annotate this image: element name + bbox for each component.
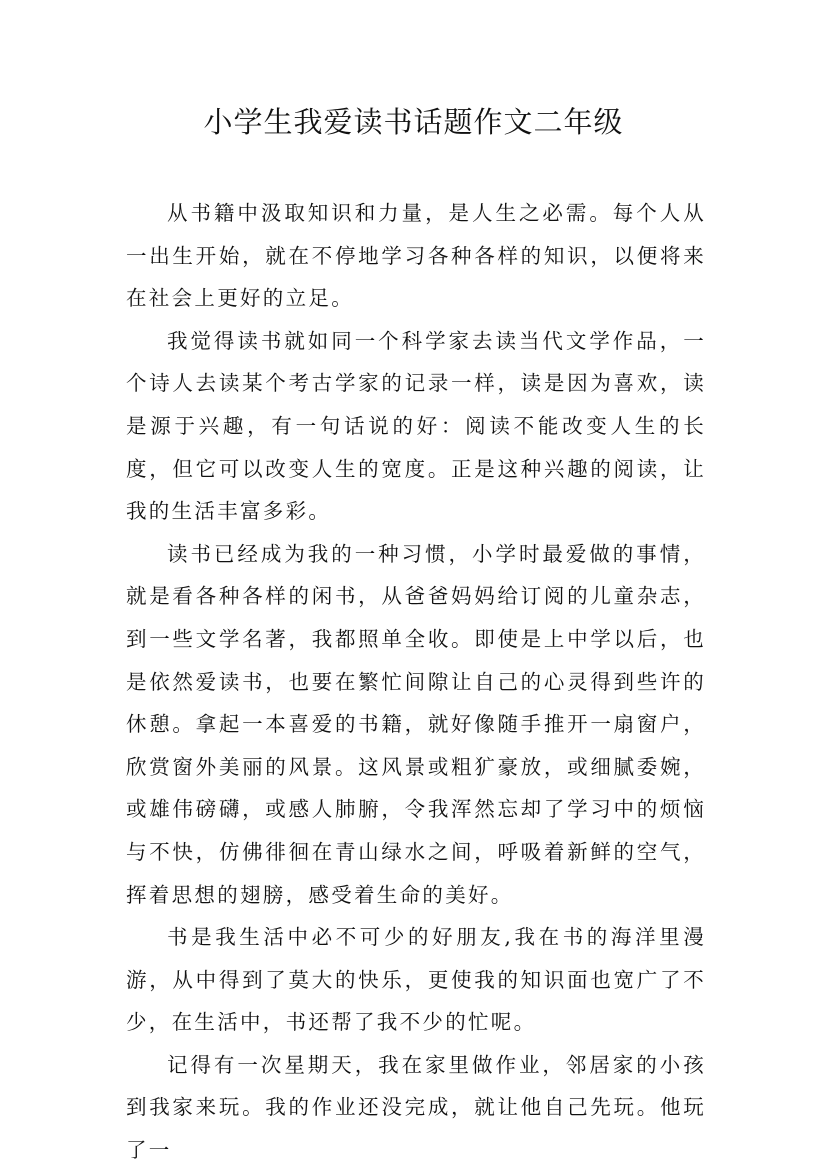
paragraph: 我觉得读书就如同一个科学家去读当代文学作品，一个诗人去读某个考古学家的记录一样，读是因为喜欢，读是源于兴趣，有一句话说的好：阅读不能改变人生的长度，但它可以改变人生的宽度。正是这种兴趣的阅读，让我的生活丰富多彩。 (126, 328, 706, 524)
essay-body (126, 192, 706, 1172)
page-title: 小学生我爱读书话题作文二年级 (203, 105, 624, 139)
paragraph: 从书籍中汲取知识和力量，是人生之必需。每个人从一出生开始，就在不停地学习各种各样的知识，以便将来在社会上更好的立足。 (126, 201, 706, 311)
paragraph: 记得有一次星期天，我在家里做作业，邻居家的小孩到我家来玩。我的作业还没完成，就让他自己先玩。他玩了一 (126, 1052, 706, 1163)
paragraph: 读书已经成为我的一种习惯，小学时最爱做的事情，就是看各种各样的闲书，从爸爸妈妈给订阅的儿童杂志，到一些文学名著，我都照单全收。即使是上中学以后，也是依然爱读书，也要在繁忙间隙让自己的心灵得到些许的休憩。拿起一本喜爱的书籍，就好像随手推开一扇窗户，欣赏窗外美丽的风景。这风景或粗犷豪放，或细腻委婉，或雄伟磅礴，或感人肺腑，令我浑然忘却了学习中的烦恼与不快，仿佛徘徊在青山绿水之间，呼吸着新鲜的空气，挥着思想的翅膀，感受着生命的美好。 (126, 541, 706, 907)
paragraph: 书是我生活中必不可少的好朋友,我在书的海洋里漫游，从中得到了莫大的快乐，更使我的知识面也宽广了不少，在生活中，书还帮了我不少的忙呢。 (126, 925, 706, 1035)
